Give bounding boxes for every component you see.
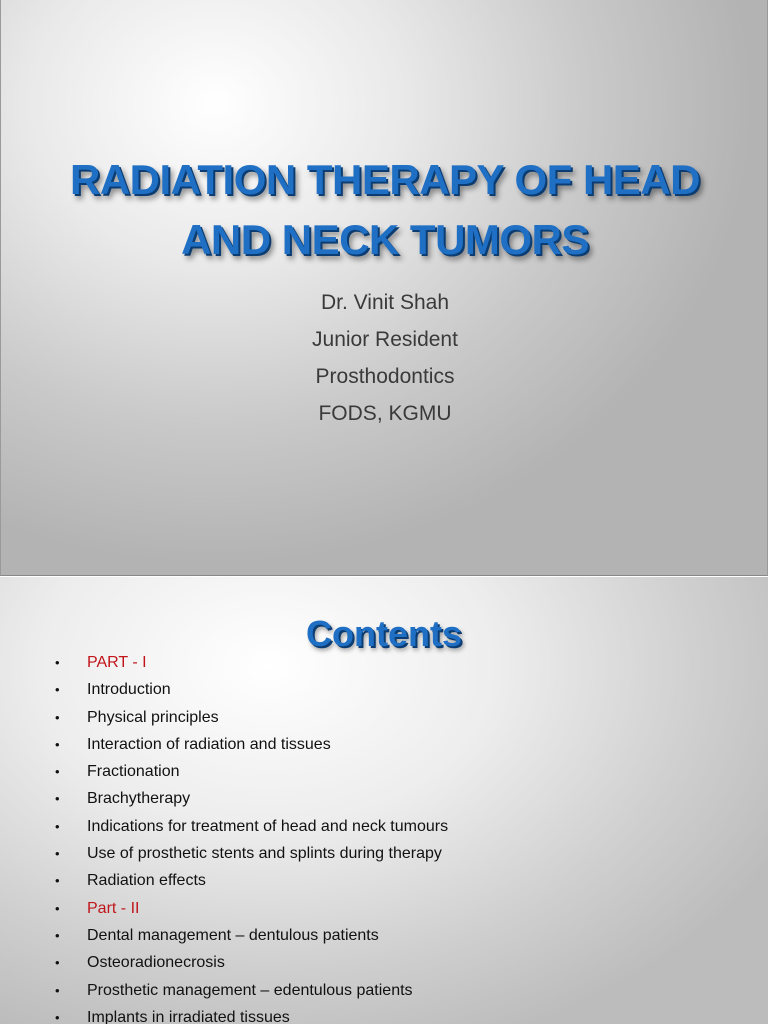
contents-item-label: PART - I (87, 654, 147, 671)
contents-item (0, 649, 768, 676)
title-line-1: RADIATION THERAPY OF HEAD (70, 156, 700, 203)
bullet-icon: • (55, 818, 60, 834)
contents-item-label: Implants in irradiated tissues (87, 1008, 290, 1024)
contents-item-label: Interaction of radiation and tissues (87, 735, 331, 753)
contents-item (0, 977, 768, 1004)
bullet-icon: • (55, 709, 60, 725)
bullet-icon: • (55, 927, 60, 943)
contents-item (0, 1004, 768, 1024)
contents-item-label: Osteoradionecrosis (87, 954, 225, 972)
contents-item-label: Radiation effects (87, 872, 206, 890)
contents-item-label: Physical principles (87, 708, 219, 726)
author-department: Prosthodontics (315, 365, 455, 388)
author-block (1, 284, 768, 432)
contents-item (0, 949, 768, 976)
presentation-title (21, 150, 749, 270)
contents-item-label: Dental management – dentulous patients (87, 926, 379, 944)
contents-title: Contents (306, 613, 462, 654)
contents-item (0, 895, 768, 922)
contents-list (0, 649, 768, 1024)
contents-item (0, 785, 768, 812)
bullet-icon: • (55, 764, 60, 780)
contents-item-label: Brachytherapy (87, 790, 191, 808)
bullet-icon: • (55, 873, 60, 889)
contents-item-label: Prosthetic management – edentulous patients (87, 981, 413, 999)
author-name: Dr. Vinit Shah (320, 291, 450, 314)
contents-item (0, 704, 768, 731)
contents-item (0, 676, 768, 703)
contents-item (0, 731, 768, 758)
contents-item (0, 813, 768, 840)
bullet-icon: • (55, 982, 60, 998)
bullet-icon: • (55, 736, 60, 752)
contents-item (0, 758, 768, 785)
contents-item-label: Part - II (87, 899, 140, 917)
contents-slide (0, 577, 768, 1024)
author-position: Junior Resident (312, 328, 458, 351)
title-line-2: AND NECK TUMORS (181, 216, 589, 263)
contents-item-label: Indications for treatment of head and neck tumours (87, 817, 449, 835)
bullet-icon: • (55, 846, 60, 862)
bullet-icon: • (55, 655, 60, 670)
contents-item-label: Introduction (87, 681, 171, 699)
author-institution: FODS, KGMU (318, 402, 452, 425)
bullet-icon: • (55, 955, 60, 971)
contents-item (0, 867, 768, 894)
contents-item (0, 840, 768, 867)
bullet-icon: • (55, 791, 60, 807)
contents-item (0, 922, 768, 949)
bullet-icon: • (55, 1009, 60, 1024)
bullet-icon: • (55, 900, 60, 916)
bullet-icon: • (55, 682, 60, 698)
contents-item-label: Fractionation (87, 763, 180, 781)
contents-item-label: Use of prosthetic stents and splints during therapy (87, 845, 442, 863)
